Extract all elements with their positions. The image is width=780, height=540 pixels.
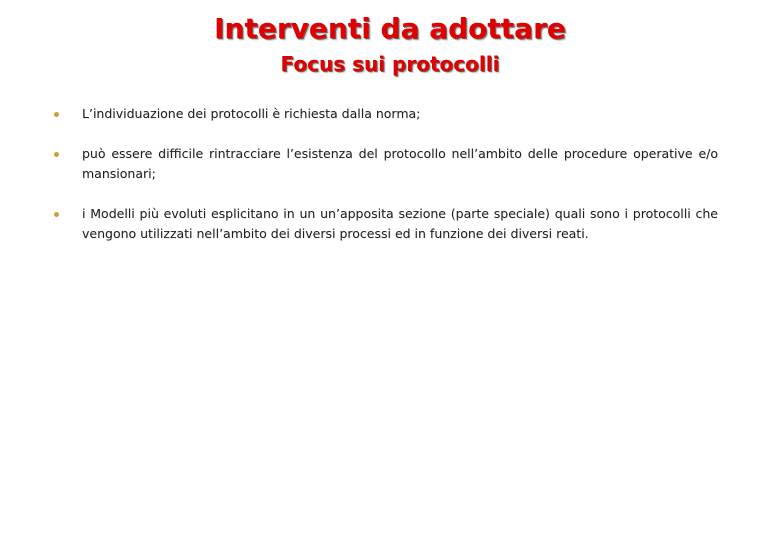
bullet-dot-icon: [54, 212, 59, 217]
bullet-list: [54, 104, 718, 244]
bullet-dot-icon: [54, 112, 59, 117]
bullet-text: può essere difficile rintracciare l’esistenza del protocollo nell’ambito delle procedure operative e/o mansionari;: [82, 146, 718, 181]
slide-subtitle: Focus sui protocolli: [280, 52, 500, 76]
bullet-item: [54, 144, 718, 184]
bullet-dot-icon: [54, 152, 59, 157]
slide-title: Interventi da adottare: [214, 12, 566, 45]
bullet-text: i Modelli più evoluti esplicitano in un un’apposita sezione (parte speciale) quali sono i protocolli che vengono utilizzati nell’ambito dei diversi processi ed in funzione dei diversi reati.: [82, 206, 718, 241]
bullet-item: [54, 204, 718, 244]
bullet-item: [54, 104, 718, 124]
bullet-text: L’individuazione dei protocolli è richiesta dalla norma;: [82, 106, 421, 121]
